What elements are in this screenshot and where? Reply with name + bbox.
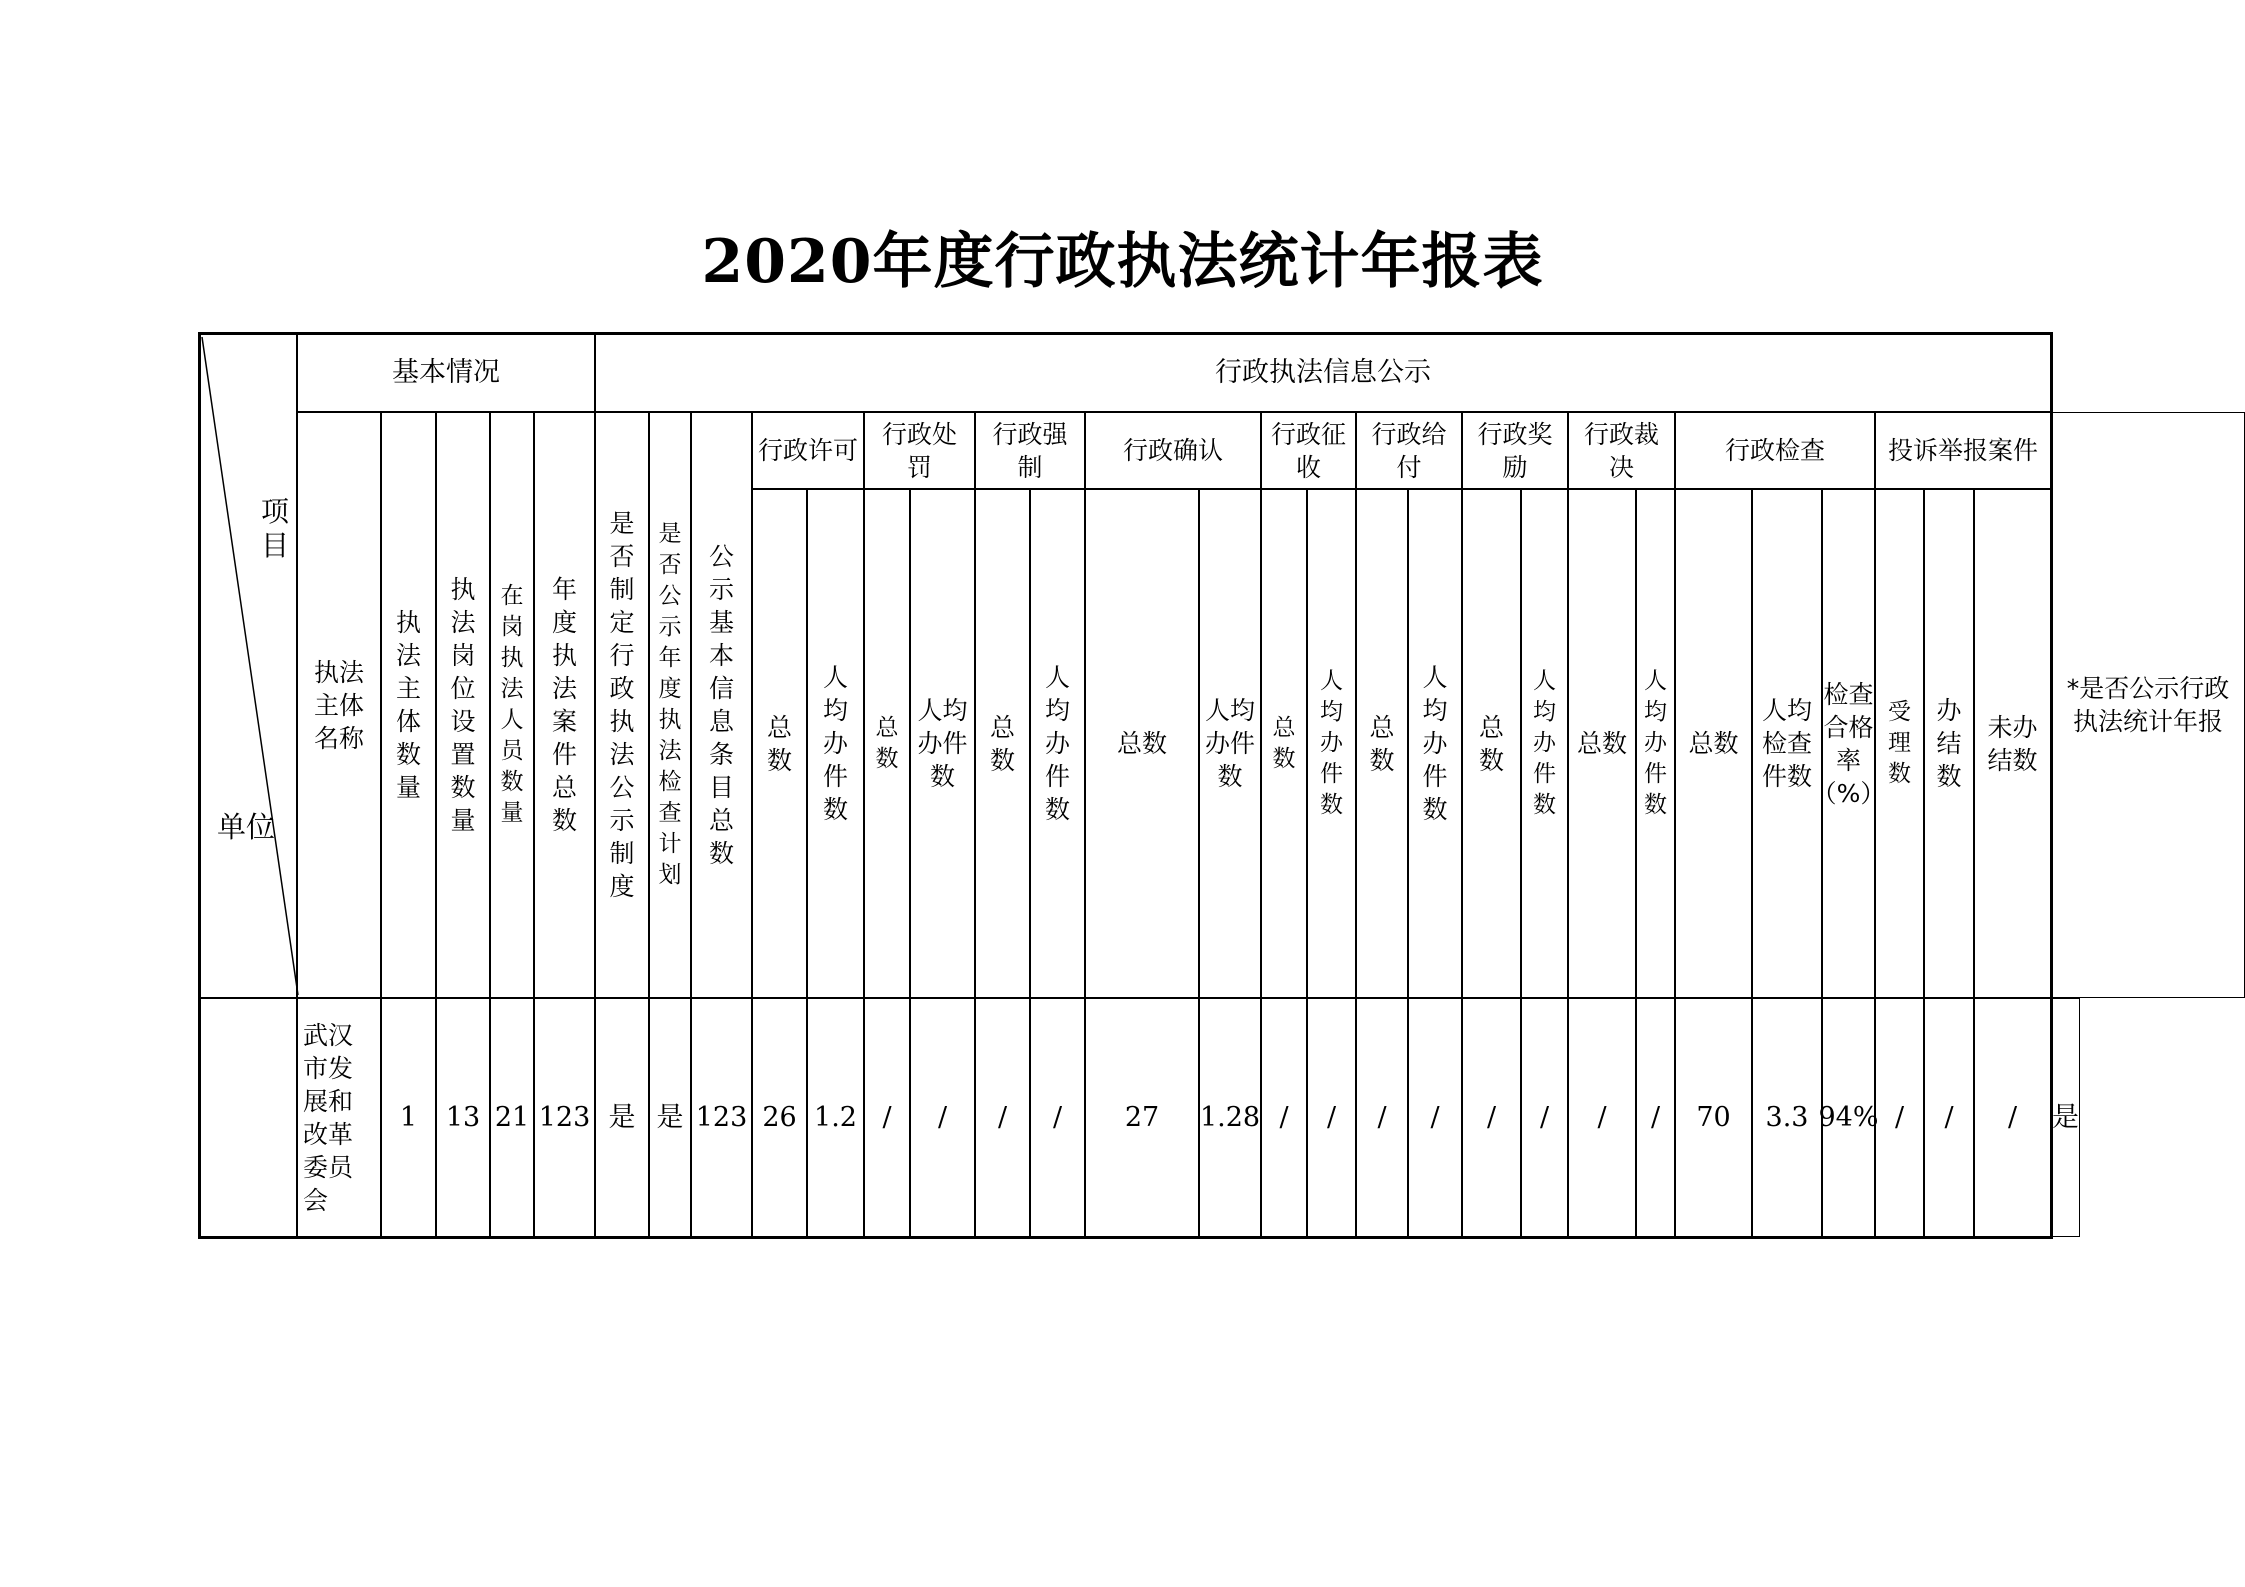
table-cell-text: 1.2 bbox=[814, 1102, 857, 1133]
corner-header-cell bbox=[198, 332, 297, 998]
column-header-11 bbox=[910, 489, 975, 998]
table-cell-text: 是 bbox=[608, 1102, 636, 1133]
table-cell-text: 21 bbox=[494, 1102, 530, 1133]
column-header-6-text: 是否公示年度执法检查计划 bbox=[658, 521, 682, 888]
subgroup-header-inspection bbox=[1675, 412, 1875, 489]
column-header-7-text: 公示基本信息条目总数 bbox=[708, 542, 734, 868]
table-cell bbox=[864, 998, 910, 1237]
subgroup-header-levy bbox=[1261, 412, 1356, 489]
column-header-12 bbox=[975, 489, 1030, 998]
column-header-14-text: 总数 bbox=[1116, 729, 1167, 758]
table-cell-text: / bbox=[937, 1102, 948, 1133]
subgroup-header-penalty bbox=[864, 412, 975, 489]
group-header-disclosure bbox=[595, 332, 2051, 412]
column-header-1-text: 执法主体数量 bbox=[395, 608, 421, 802]
table-cell-text: / bbox=[1486, 1102, 1497, 1133]
table-cell bbox=[2051, 998, 2080, 1237]
table-cell-text: 1.28 bbox=[1199, 1102, 1261, 1133]
column-header-20-text: 总数 bbox=[1478, 712, 1504, 775]
column-header-5-text: 是否制定行政执法公示制度 bbox=[609, 509, 635, 901]
table-cell bbox=[381, 998, 436, 1237]
table-cell-text: / bbox=[1377, 1102, 1387, 1133]
document-title: 2020年度行政执法统计年报表 bbox=[701, 227, 1544, 297]
table-cell-text: 123 bbox=[538, 1102, 591, 1133]
table-cell-text: / bbox=[2007, 1102, 2018, 1133]
table-cell-text: 123 bbox=[695, 1102, 748, 1133]
subgroup-header-payment bbox=[1356, 412, 1462, 489]
column-header-2-text: 执法岗位设置数量 bbox=[450, 575, 476, 835]
column-header-9-text: 人均办件数 bbox=[822, 663, 848, 824]
column-header-12-text: 总数 bbox=[989, 712, 1015, 775]
table-cell-text: / bbox=[1326, 1102, 1337, 1133]
column-header-23 bbox=[1636, 489, 1675, 998]
column-header-10 bbox=[864, 489, 910, 998]
table-cell bbox=[1462, 998, 1521, 1237]
table-cell bbox=[691, 998, 752, 1237]
subgroup-header-complaint bbox=[1875, 412, 2051, 489]
corner-diagonal-line bbox=[199, 333, 299, 996]
table-cell bbox=[1408, 998, 1462, 1237]
column-header-15-text: 人均办件数 bbox=[1205, 696, 1256, 791]
table-cell-text: / bbox=[1052, 1102, 1063, 1133]
table-cell-text: / bbox=[1650, 1102, 1661, 1133]
subgroup-header-inspection-text: 行政检查 bbox=[1724, 436, 1825, 465]
column-header-23-text: 人均办件数 bbox=[1644, 668, 1667, 818]
table-cell-text: 是 bbox=[656, 1102, 684, 1133]
column-header-14 bbox=[1085, 489, 1199, 998]
column-header-16 bbox=[1261, 489, 1307, 998]
corner-label-unit: 单位 bbox=[217, 810, 276, 844]
group-header-basic bbox=[297, 332, 595, 412]
column-header-27-text: 受理数 bbox=[1888, 699, 1911, 787]
table-cell bbox=[1924, 998, 1974, 1237]
table-cell-text: 27 bbox=[1124, 1102, 1160, 1133]
column-header-22 bbox=[1568, 489, 1636, 998]
table-cell-text: / bbox=[1944, 1102, 1954, 1133]
column-header-25-text: 人均检查件数 bbox=[1761, 696, 1812, 791]
table-cell-text: / bbox=[1894, 1102, 1905, 1133]
table-cell bbox=[649, 998, 691, 1237]
table-cell-text: / bbox=[1279, 1102, 1289, 1133]
column-header-4 bbox=[534, 412, 595, 998]
table-cell bbox=[595, 998, 649, 1237]
column-header-28 bbox=[1924, 489, 1974, 998]
table-cell-text: 武汉市发展和改革委员会 bbox=[303, 1020, 354, 1215]
table-cell-text: / bbox=[1539, 1102, 1550, 1133]
row-label-cell bbox=[198, 998, 297, 1237]
table-cell bbox=[1030, 998, 1085, 1237]
table-cell bbox=[1356, 998, 1408, 1237]
subgroup-header-ruling bbox=[1568, 412, 1675, 489]
column-header-19 bbox=[1408, 489, 1462, 998]
column-header-3 bbox=[490, 412, 534, 998]
group-header-basic-text: 基本情况 bbox=[392, 356, 500, 388]
table-cell bbox=[490, 998, 534, 1237]
column-header-4-text: 年度执法案件总数 bbox=[551, 575, 577, 835]
column-header-1 bbox=[381, 412, 436, 998]
table-cell bbox=[910, 998, 975, 1237]
subgroup-header-confirmation-text: 行政确认 bbox=[1122, 436, 1223, 465]
table-cell bbox=[1261, 998, 1307, 1237]
column-header-26-text: 检查合格率（%） bbox=[1811, 679, 1886, 808]
table-cell bbox=[1675, 998, 1752, 1237]
column-header-8 bbox=[752, 489, 807, 998]
subgroup-header-levy-text: 行政征收 bbox=[1270, 419, 1346, 482]
subgroup-header-enforcement-text: 行政强制 bbox=[992, 419, 1068, 482]
subgroup-header-license bbox=[752, 412, 864, 489]
column-header-16-text: 总数 bbox=[1272, 714, 1296, 772]
table-cell bbox=[1752, 998, 1822, 1237]
table-cell bbox=[1636, 998, 1675, 1237]
table-cell-text: 13 bbox=[445, 1102, 481, 1133]
column-header-3-text: 在岗执法人员数量 bbox=[500, 583, 524, 826]
subgroup-header-enforcement bbox=[975, 412, 1085, 489]
column-header-30-text: *是否公示行政执法统计年报 bbox=[2066, 674, 2230, 736]
subgroup-header-penalty-text: 行政处罚 bbox=[881, 419, 957, 482]
subgroup-header-complaint-text: 投诉举报案件 bbox=[1887, 436, 2038, 465]
table-cell bbox=[534, 998, 595, 1237]
table-cell-text: 是 bbox=[2052, 1102, 2079, 1133]
table-cell-text: / bbox=[882, 1102, 892, 1133]
corner-label-item: 项目 bbox=[260, 495, 289, 562]
table-cell-text: / bbox=[1430, 1102, 1440, 1133]
table-cell bbox=[436, 998, 490, 1237]
column-header-29-text: 未办结数 bbox=[1987, 712, 2038, 775]
table-cell-text: 1 bbox=[399, 1102, 418, 1133]
table-cell-text: 94% bbox=[1818, 1102, 1879, 1133]
column-header-8-text: 总数 bbox=[766, 712, 792, 775]
column-header-6 bbox=[649, 412, 691, 998]
column-header-19-text: 人均办件数 bbox=[1422, 663, 1448, 824]
column-header-0-text: 执法主体名称 bbox=[313, 657, 364, 753]
column-header-18-text: 总数 bbox=[1369, 712, 1395, 775]
column-header-30 bbox=[2051, 412, 2245, 998]
column-header-5 bbox=[595, 412, 649, 998]
subgroup-header-reward bbox=[1462, 412, 1568, 489]
column-header-13-text: 人均办件数 bbox=[1044, 663, 1070, 824]
subgroup-header-payment-text: 行政给付 bbox=[1371, 419, 1447, 482]
table-cell bbox=[1521, 998, 1568, 1237]
table-cell-text: 26 bbox=[762, 1102, 797, 1133]
table-cell bbox=[1818, 998, 1879, 1237]
group-header-disclosure-text: 行政执法信息公示 bbox=[1215, 356, 1431, 388]
column-header-11-text: 人均办件数 bbox=[917, 696, 968, 791]
column-header-17-text: 人均办件数 bbox=[1320, 668, 1343, 818]
column-header-9 bbox=[807, 489, 864, 998]
table-cell-text: 70 bbox=[1696, 1102, 1731, 1133]
table-cell bbox=[1875, 998, 1924, 1237]
column-header-15 bbox=[1199, 489, 1261, 998]
table-cell bbox=[975, 998, 1030, 1237]
column-header-0 bbox=[297, 412, 381, 998]
column-header-24 bbox=[1675, 489, 1752, 998]
subgroup-header-ruling-text: 行政裁决 bbox=[1583, 419, 1659, 482]
subgroup-header-license-text: 行政许可 bbox=[758, 436, 859, 465]
column-header-29 bbox=[1974, 489, 2051, 998]
table-cell-text: 3.3 bbox=[1765, 1102, 1809, 1133]
subgroup-header-confirmation bbox=[1085, 412, 1261, 489]
table-cell bbox=[1199, 998, 1261, 1237]
table-cell bbox=[752, 998, 807, 1237]
table-cell bbox=[1307, 998, 1356, 1237]
column-header-28-text: 办结数 bbox=[1936, 696, 1962, 791]
table-cell-text: / bbox=[1597, 1102, 1607, 1133]
table-cell bbox=[1085, 998, 1199, 1237]
column-header-21-text: 人均办件数 bbox=[1533, 668, 1556, 818]
column-header-20 bbox=[1462, 489, 1521, 998]
table-cell-text: / bbox=[997, 1102, 1008, 1133]
column-header-2 bbox=[436, 412, 490, 998]
table-cell bbox=[297, 998, 381, 1237]
column-header-24-text: 总数 bbox=[1688, 729, 1739, 758]
column-header-13 bbox=[1030, 489, 1085, 998]
column-header-18 bbox=[1356, 489, 1408, 998]
column-header-7 bbox=[691, 412, 752, 998]
table-cell bbox=[807, 998, 864, 1237]
table-cell bbox=[1974, 998, 2051, 1237]
column-header-21 bbox=[1521, 489, 1568, 998]
column-header-10-text: 总数 bbox=[875, 714, 899, 772]
column-header-22-text: 总数 bbox=[1576, 729, 1627, 758]
table-cell bbox=[1568, 998, 1636, 1237]
column-header-26 bbox=[1811, 489, 1886, 998]
column-header-27 bbox=[1875, 489, 1924, 998]
column-header-17 bbox=[1307, 489, 1356, 998]
subgroup-header-reward-text: 行政奖励 bbox=[1477, 419, 1553, 482]
